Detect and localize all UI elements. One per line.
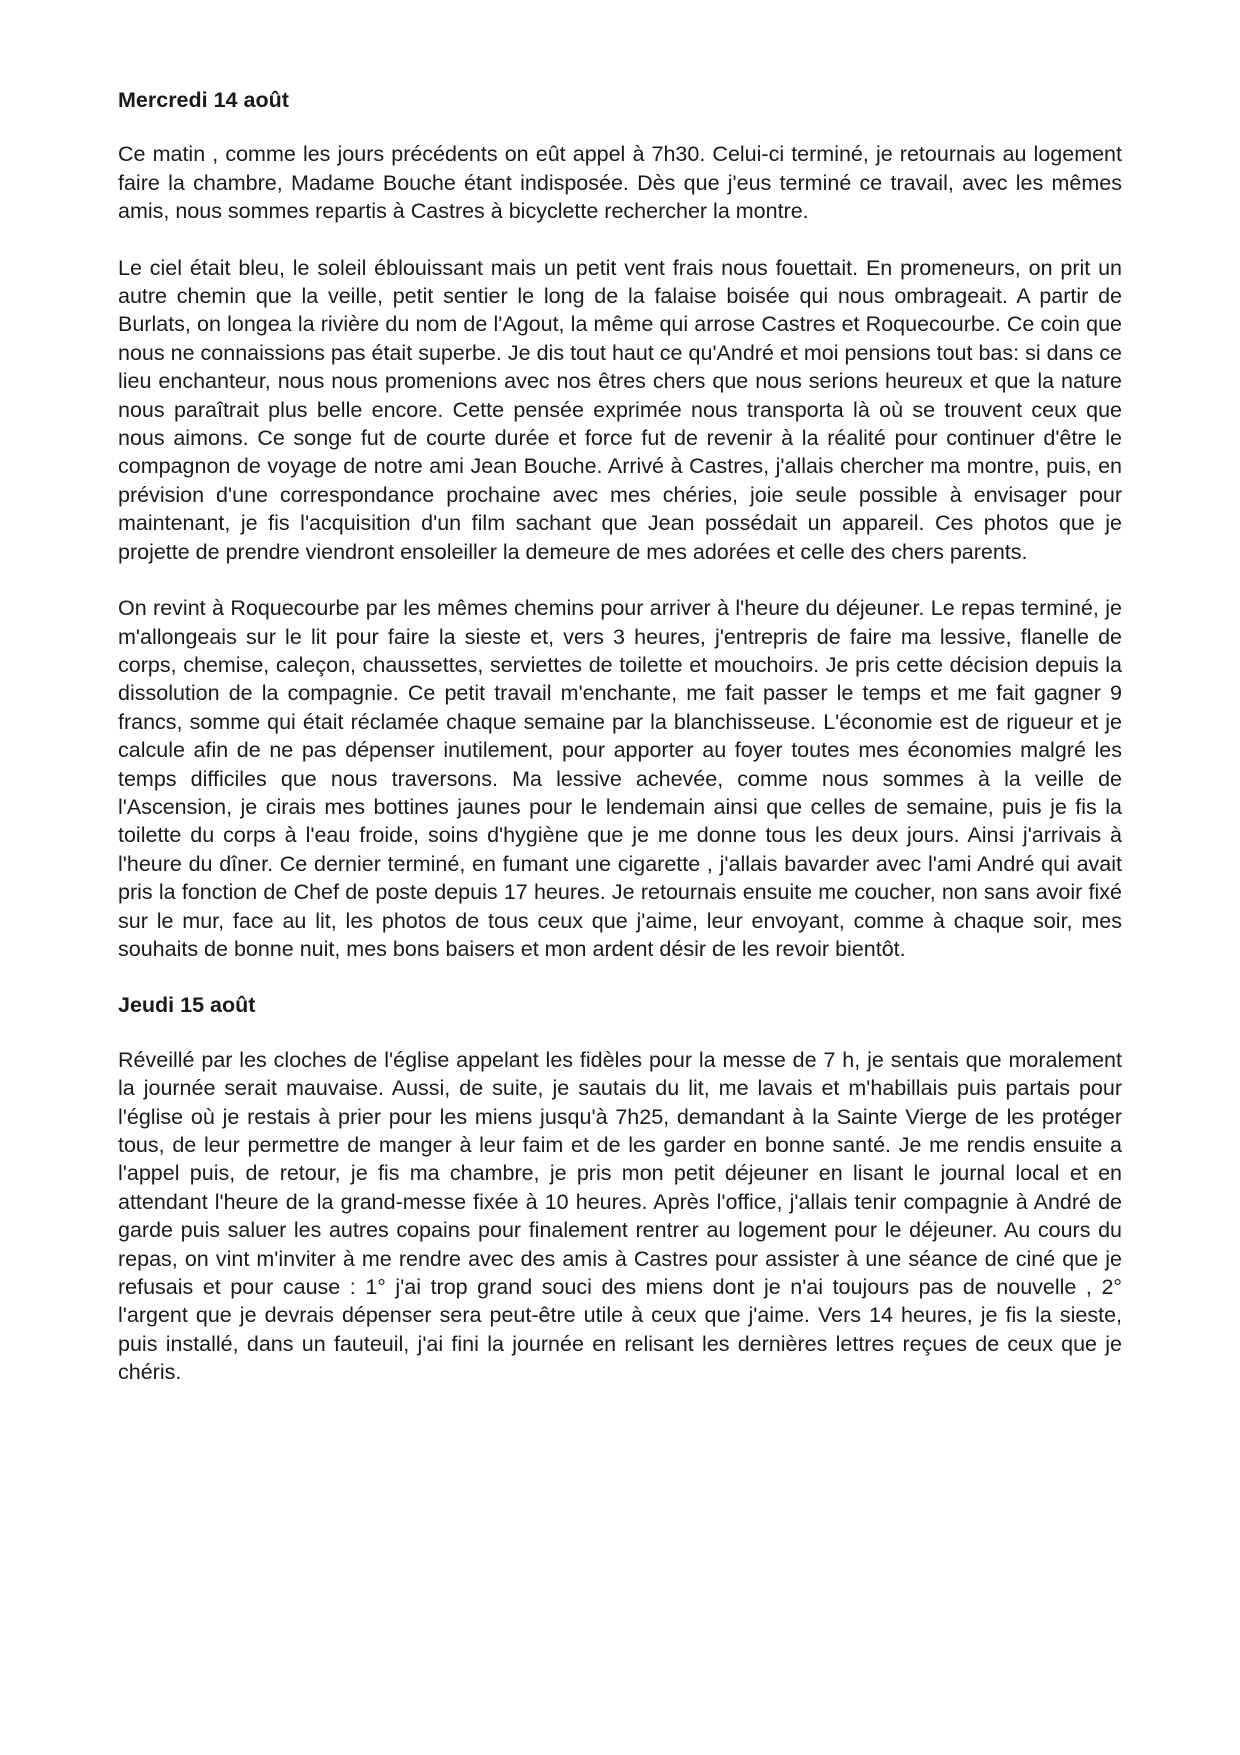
diary-entry [118,86,1122,963]
entry-date-heading: Jeudi 15 août [118,993,256,1018]
entry-paragraph: Réveillé par les cloches de l'église appelant les fidèles pour la messe de 7 h, je sentais que moralement la journée serait mauvaise. Aussi, de suite, je sautais du lit, me lavais et m'habillais puis partais pour l'église où je restais à prier pour les miens jusqu'à 7h25, demandant à la Sainte Vierge de les protéger tous, de leur permettre de manger à leur faim et de les garder en bonne santé. Je me rendis ensuite a l'appel puis, de retour, je fis ma chambre, je pris mon petit déjeuner en lisant le journal local et en attendant l'heure de la grand-messe fixée à 10 heures. Après l'office, j'allais tenir compagnie à André de garde puis saluer les autres copains pour finalement rentrer au logement pour le déjeuner. Au cours du repas, on vint m'inviter à me rendre avec des amis à Castres pour assister à une séance de ciné que je refusais et pour cause : 1° j'ai trop grand souci des miens dont je n'ai toujours pas de nouvelle , 2° l'argent que je devrais dépenser sera peut-être utile à ceux que j'aime. Vers 14 heures, je fis la sieste, puis installé, dans un fauteuil, j'ai fini la journée en relisant les dernières lettres reçues de ceux que je chéris. [118,1047,1122,1385]
entry-paragraph: Ce matin , comme les jours précédents on eût appel à 7h30. Celui-ci terminé, je retournais au logement faire la chambre, Madame Bouche étant indisposée. Dès que j'eus terminé ce travail, avec les mêmes amis, nous sommes repartis à Castres à bicyclette rechercher la montre. [118,142,1122,224]
entry-paragraph: On revint à Roquecourbe par les mêmes chemins pour arriver à l'heure du déjeuner. Le repas terminé, je m'allongeais sur le lit pour faire la sieste et, vers 3 heures, j'entrepris de faire ma lessive, flanelle de corps, chemise, caleçon, chaussettes, serviettes de toilette et mouchoirs. Je pris cette décision depuis la dissolution de la compagnie. Ce petit travail m'enchante, me fait passer le temps et me fait gagner 9 francs, somme qui était réclamée chaque semaine par la blanchisseuse. L'économie est de rigueur et je calcule afin de ne pas dépenser inutilement, pour apporter au foyer toutes mes économies malgré les temps difficiles que nous traversons. Ma lessive achevée, comme nous sommes à la veille de l'Ascension, je cirais mes bottines jaunes pour le lendemain ainsi que celles de semaine, puis je fis la toilette du corps à l'eau froide, soins d'hygiène que je me donne tous les deux jours. Ainsi j'arrivais à l'heure du dîner. Ce dernier terminé, en fumant une cigarette , j'allais bavarder avec l'ami André qui avait pris la fonction de Chef de poste depuis 17 heures. Je retournais ensuite me coucher, non sans avoir fixé sur le mur, face au lit, les photos de tous ceux que j'aime, leur envoyant, comme à chaque soir, mes souhaits de bonne nuit, mes bons baisers et mon ardent désir de les revoir bientôt. [118,596,1122,961]
entry-date-heading: Mercredi 14 août [118,88,289,112]
diary-entry [118,991,1122,1386]
entry-paragraph: Le ciel était bleu, le soleil éblouissant mais un petit vent frais nous fouettait. En promeneurs, on prit un autre chemin que la veille, petit sentier le long de la falaise boisée qui nous ombrageait. A partir de Burlats, on longea la rivière du nom de l'Agout, la même qui arrose Castres et Roquecourbe. Ce coin que nous ne connaissions pas était superbe. Je dis tout haut ce qu'André et moi pensions tout bas: si dans ce lieu enchanteur, nous nous promenions avec nos êtres chers que nous serions heureux et que la nature nous paraîtrait plus belle encore. Cette pensée exprimée nous transporta là où se trouvent ceux que nous aimons. Ce songe fut de courte durée et force fut de revenir à la réalité pour continuer d'être le compagnon de voyage de notre ami Jean Bouche. Arrivé à Castres, j'allais chercher ma montre, puis, en prévision d'une correspondance prochaine avec mes chéries, joie seule possible à envisager pour maintenant, je fis l'acquisition d'un film sachant que Jean possédait un appareil. Ces photos que je projette de prendre viendront ensoleiller la demeure de mes adorées et celle des chers parents. [118,255,1122,564]
document-page [118,86,1122,1415]
